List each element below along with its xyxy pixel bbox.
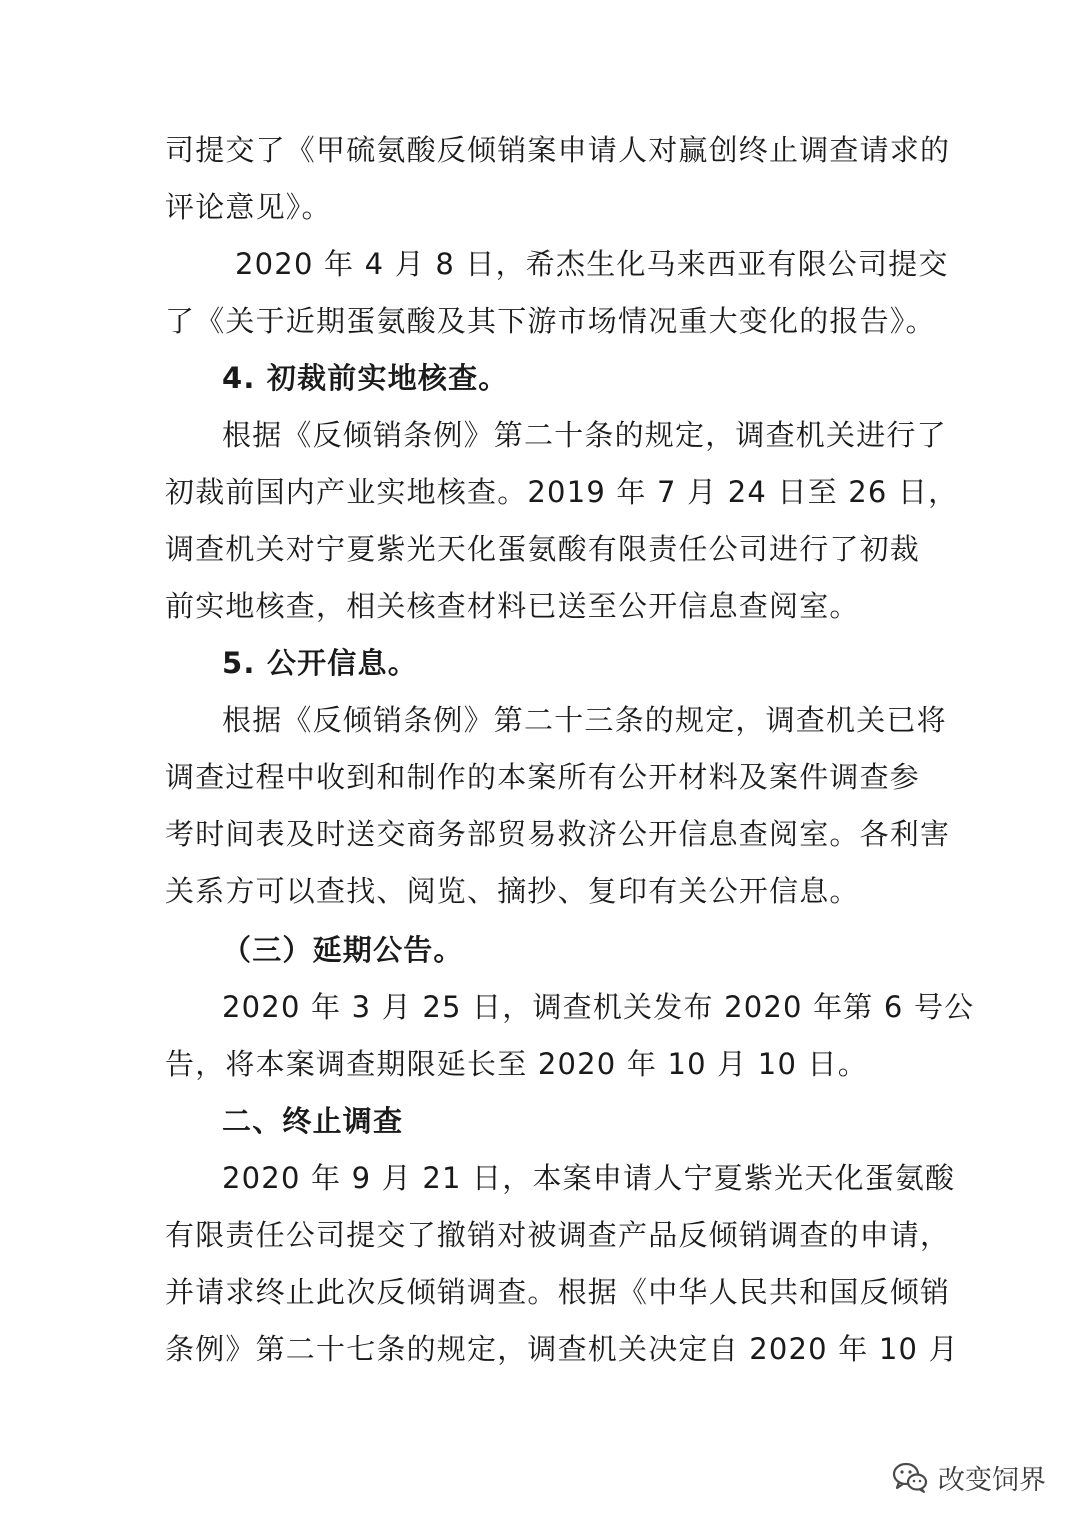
paragraph-line: 根据《反倾销条例》第二十三条的规定，调查机关已将 <box>222 703 947 737</box>
section-heading: （三）延期公告。 <box>222 933 464 967</box>
paragraph-line: 调查过程中收到和制作的本案所有公开材料及案件调查参 <box>165 760 921 794</box>
paragraph-line: 司提交了《甲硫氨酸反倾销案申请人对赢创终止调查请求的 <box>165 133 951 167</box>
paragraph-line: 初裁前国内产业实地核查。2019 年 7 月 24 日至 26 日， <box>165 475 959 509</box>
paragraph-line: 了《关于近期蛋氨酸及其下游市场情况重大变化的报告》。 <box>165 304 936 338</box>
paragraph-line: 2020 年 4 月 8 日，希杰生化马来西亚有限公司提交 <box>235 247 949 281</box>
paragraph-line: 2020 年 9 月 21 日，本案申请人宁夏紫光天化蛋氨酸 <box>222 1161 956 1195</box>
paragraph-line: 考时间表及时送交商务部贸易救济公开信息查阅室。各利害 <box>165 817 951 851</box>
paragraph-line: 评论意见》。 <box>165 190 332 224</box>
section-heading: 4. 初裁前实地核查。 <box>222 361 509 395</box>
paragraph-line: 告，将本案调查期限延长至 2020 年 10 月 10 日。 <box>165 1047 868 1081</box>
paragraph-line: 2020 年 3 月 25 日，调查机关发布 2020 年第 6 号公 <box>222 990 975 1024</box>
paragraph-line: 根据《反倾销条例》第二十条的规定，调查机关进行了 <box>222 418 947 452</box>
paragraph-line: 调查机关对宁夏紫光天化蛋氨酸有限责任公司进行了初裁 <box>165 532 921 566</box>
wechat-icon <box>890 1457 930 1497</box>
section-heading: 5. 公开信息。 <box>222 646 418 680</box>
chapter-heading: 二、终止调查 <box>222 1104 404 1138</box>
watermark-text: 改变饲界 <box>938 1464 1046 1496</box>
paragraph-line: 有限责任公司提交了撤销对被调查产品反倾销调查的申请， <box>165 1218 951 1252</box>
paragraph-line: 前实地核查，相关核查材料已送至公开信息查阅室。 <box>165 589 860 623</box>
paragraph-line: 条例》第二十七条的规定，调查机关决定自 2020 年 10 月 <box>165 1332 959 1366</box>
paragraph-line: 关系方可以查找、阅览、摘抄、复印有关公开信息。 <box>165 874 860 908</box>
watermark <box>890 1455 1060 1499</box>
paragraph-line: 并请求终止此次反倾销调查。根据《中华人民共和国反倾销 <box>165 1275 951 1309</box>
